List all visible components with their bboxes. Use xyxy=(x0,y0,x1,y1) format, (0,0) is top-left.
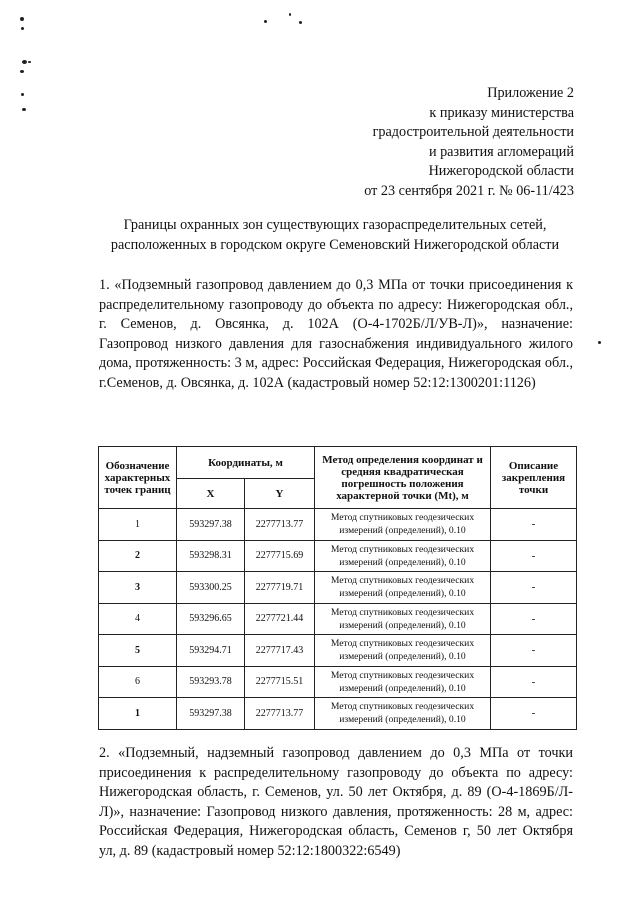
cell-point: 3 xyxy=(99,572,177,604)
appendix-line: Нижегородской области xyxy=(428,163,574,179)
cell-method: Метод спутниковых геодезических измерений (определений), 0.10 xyxy=(315,509,491,541)
table-row xyxy=(99,509,577,541)
cell-x: 593300.25 xyxy=(177,572,245,604)
header-coords: Координаты, м xyxy=(177,447,315,479)
coordinates-table xyxy=(98,446,577,730)
document-title xyxy=(90,216,580,255)
cell-point: 1 xyxy=(99,509,177,541)
cell-description: - xyxy=(491,635,577,667)
cell-method: Метод спутниковых геодезических измерений (определений), 0.10 xyxy=(315,698,491,730)
appendix-line: к приказу министерства xyxy=(429,104,574,121)
table-row xyxy=(99,666,577,698)
cell-description: - xyxy=(491,666,577,698)
cell-description: - xyxy=(491,509,577,541)
header-description: Описание закрепления точки xyxy=(491,447,577,509)
cell-method: Метод спутниковых геодезических измерений (определений), 0.10 xyxy=(315,540,491,572)
cell-point: 1 xyxy=(99,698,177,730)
cell-point: 4 xyxy=(99,603,177,635)
header-x: X xyxy=(177,479,245,509)
cell-y: 2277721.44 xyxy=(245,603,315,635)
title-line-2: расположенных в городском округе Семеновский Нижегородской области xyxy=(110,236,560,253)
cell-method: Метод спутниковых геодезических измерений (определений), 0.10 xyxy=(315,635,491,667)
paragraph-1: 1. «Подземный газопровод давлением до 0,3 МПа от точки присоединения к распределительному газопроводу до объекта по адресу: Нижегородская обл., г. Семенов, д. Овсянка, д. 102А (О-4-1702Б/Л/УВ-Л)», назначение: Газопровод низкого давления для газоснабжения индивидуального жилого дома, протяженность: 3 м, адрес: Российская Федерация, Нижегородская обл., г.Семенов, д. Овсянка, д. 102А (кадастровый номер 52:12:1300201:1126) xyxy=(99,277,573,391)
cell-method: Метод спутниковых геодезических измерений (определений), 0.10 xyxy=(315,572,491,604)
cell-x: 593294.71 xyxy=(177,635,245,667)
cell-x: 593293.78 xyxy=(177,666,245,698)
cell-x: 593298.31 xyxy=(177,540,245,572)
appendix-line: и развития агломераций xyxy=(428,143,574,160)
table-row xyxy=(99,635,577,667)
cell-x: 593297.38 xyxy=(177,509,245,541)
cell-description: - xyxy=(491,603,577,635)
cell-description: - xyxy=(491,540,577,572)
appendix-line: градостроительной деятельности xyxy=(372,124,574,140)
header-method: Метод определения координат и средняя квадратическая погрешность положения характерной точки (Mt), м xyxy=(315,447,491,509)
table-row xyxy=(99,540,577,572)
header-point: Обозначение характерных точек границ xyxy=(99,447,177,509)
cell-point: 2 xyxy=(99,540,177,572)
header-y: Y xyxy=(245,479,315,509)
cell-x: 593296.65 xyxy=(177,603,245,635)
cell-x: 593297.38 xyxy=(177,698,245,730)
cell-description: - xyxy=(491,698,577,730)
appendix-line: от 23 сентября 2021 г. № 06-11/423 xyxy=(364,182,574,199)
title-line-1: Границы охранных зон существующих газораспределительных сетей, xyxy=(123,217,547,233)
paragraph-2: 2. «Подземный, надземный газопровод давлением до 0,3 МПа от точки присоединения к распределительному газопроводу до объекта по адресу: Нижегородская область, г. Семенов, ул. 50 лет Октября, д. 89 (О-4-1869Б/Л-Л)», назначение: Газопровод низкого давления, протяженность: 28 м, адрес: Российская Федерация, Нижегородская область, Семенов г, 50 лет Октября ул, д. 89 (кадастровый номер 52:12:1800322:6549) xyxy=(99,745,573,859)
cell-y: 2277715.69 xyxy=(245,540,315,572)
table-row xyxy=(99,698,577,730)
cell-y: 2277713.77 xyxy=(245,698,315,730)
cell-y: 2277719.71 xyxy=(245,572,315,604)
cell-description: - xyxy=(491,572,577,604)
cell-method: Метод спутниковых геодезических измерений (определений), 0.10 xyxy=(315,666,491,698)
appendix-header xyxy=(234,84,574,201)
table-row xyxy=(99,603,577,635)
cell-y: 2277715.51 xyxy=(245,666,315,698)
cell-method: Метод спутниковых геодезических измерений (определений), 0.10 xyxy=(315,603,491,635)
appendix-line: Приложение 2 xyxy=(487,85,574,101)
cell-point: 6 xyxy=(99,666,177,698)
cell-y: 2277717.43 xyxy=(245,635,315,667)
table-row xyxy=(99,572,577,604)
cell-point: 5 xyxy=(99,635,177,667)
cell-y: 2277713.77 xyxy=(245,509,315,541)
